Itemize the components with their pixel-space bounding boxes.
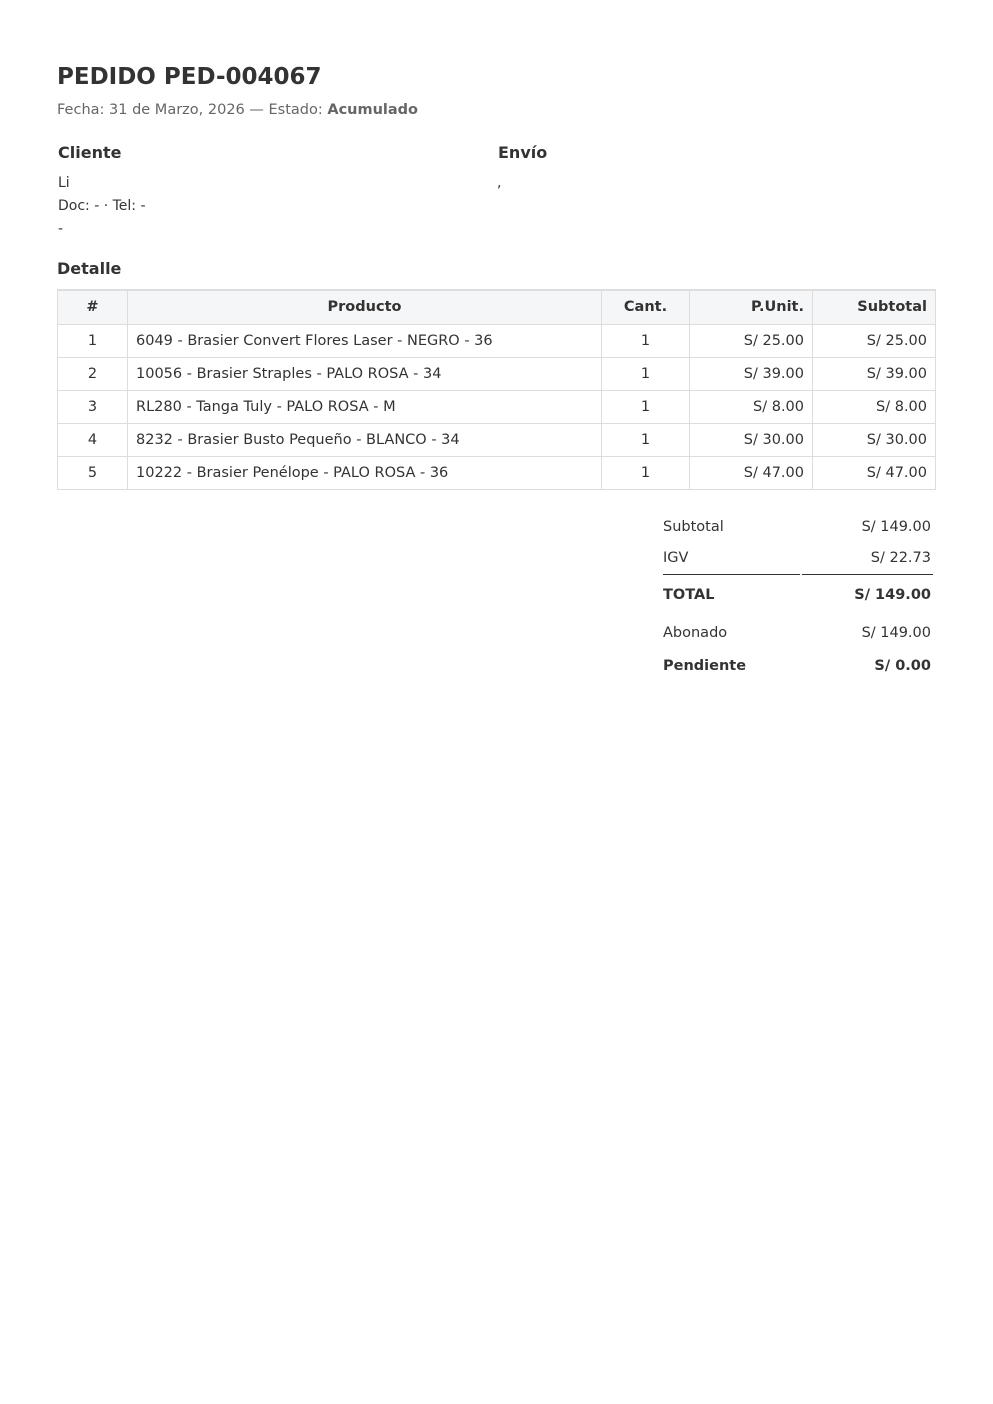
row-num: 1 bbox=[58, 324, 128, 357]
total-label: TOTAL bbox=[663, 587, 715, 603]
cliente-name: Li bbox=[58, 175, 70, 191]
row-punit: S/ 30.00 bbox=[690, 423, 813, 456]
total-rule-right bbox=[802, 574, 933, 575]
row-producto: 6049 - Brasier Convert Flores Laser - NEGRO - 36 bbox=[128, 324, 602, 357]
row-cant: 1 bbox=[602, 423, 690, 456]
date-label: Fecha: 31 de Marzo, 2026 — Estado: bbox=[57, 102, 328, 118]
row-punit: S/ 8.00 bbox=[690, 390, 813, 423]
detalle-heading: Detalle bbox=[57, 259, 122, 278]
row-cant: 1 bbox=[602, 390, 690, 423]
column-header-producto: Producto bbox=[128, 290, 602, 324]
total-value: S/ 149.00 bbox=[854, 587, 931, 603]
row-punit: S/ 25.00 bbox=[690, 324, 813, 357]
totals-row-pendiente bbox=[663, 655, 933, 677]
row-subtotal: S/ 30.00 bbox=[813, 423, 936, 456]
row-subtotal: S/ 39.00 bbox=[813, 357, 936, 390]
pendiente-value: S/ 0.00 bbox=[874, 658, 931, 674]
envio-heading: Envío bbox=[498, 143, 548, 162]
row-num: 2 bbox=[58, 357, 128, 390]
row-producto: 8232 - Brasier Busto Pequeño - BLANCO - 34 bbox=[128, 423, 602, 456]
detail-table bbox=[57, 289, 936, 490]
row-subtotal: S/ 25.00 bbox=[813, 324, 936, 357]
total-rule-left bbox=[663, 574, 800, 575]
envio-line: , bbox=[497, 175, 502, 191]
totals-row-total bbox=[663, 584, 933, 606]
row-num: 4 bbox=[58, 423, 128, 456]
totals-row-abonado bbox=[663, 622, 933, 644]
column-header-punit: P.Unit. bbox=[690, 290, 813, 324]
table-row bbox=[58, 423, 936, 456]
row-producto: 10222 - Brasier Penélope - PALO ROSA - 36 bbox=[128, 456, 602, 489]
row-punit: S/ 47.00 bbox=[690, 456, 813, 489]
table-row bbox=[58, 324, 936, 357]
row-num: 3 bbox=[58, 390, 128, 423]
cliente-extra: - bbox=[58, 221, 64, 237]
row-producto: 10056 - Brasier Straples - PALO ROSA - 34 bbox=[128, 357, 602, 390]
table-row bbox=[58, 390, 936, 423]
cliente-doc-tel: Doc: - · Tel: - bbox=[58, 198, 146, 214]
pendiente-label: Pendiente bbox=[663, 658, 747, 674]
subtotal-label: Subtotal bbox=[663, 519, 724, 535]
abonado-value: S/ 149.00 bbox=[861, 625, 931, 641]
row-producto: RL280 - Tanga Tuly - PALO ROSA - M bbox=[128, 390, 602, 423]
row-cant: 1 bbox=[602, 456, 690, 489]
table-row bbox=[58, 357, 936, 390]
totals-row-subtotal bbox=[663, 516, 933, 538]
page-title: PEDIDO PED-004067 bbox=[57, 64, 322, 90]
subtotal-value: S/ 149.00 bbox=[861, 519, 931, 535]
igv-value: S/ 22.73 bbox=[870, 550, 931, 566]
column-header-subtotal: Subtotal bbox=[813, 290, 936, 324]
column-header-num: # bbox=[58, 290, 128, 324]
igv-label: IGV bbox=[663, 550, 689, 566]
order-meta-line bbox=[57, 100, 418, 120]
row-subtotal: S/ 47.00 bbox=[813, 456, 936, 489]
row-punit: S/ 39.00 bbox=[690, 357, 813, 390]
status-value: Acumulado bbox=[327, 102, 419, 118]
cliente-heading: Cliente bbox=[58, 143, 122, 162]
row-num: 5 bbox=[58, 456, 128, 489]
abonado-label: Abonado bbox=[663, 625, 728, 641]
column-header-cant: Cant. bbox=[602, 290, 690, 324]
table-row bbox=[58, 456, 936, 489]
row-subtotal: S/ 8.00 bbox=[813, 390, 936, 423]
table-header-row bbox=[58, 290, 936, 324]
totals-row-igv bbox=[663, 547, 933, 569]
row-cant: 1 bbox=[602, 324, 690, 357]
row-cant: 1 bbox=[602, 357, 690, 390]
